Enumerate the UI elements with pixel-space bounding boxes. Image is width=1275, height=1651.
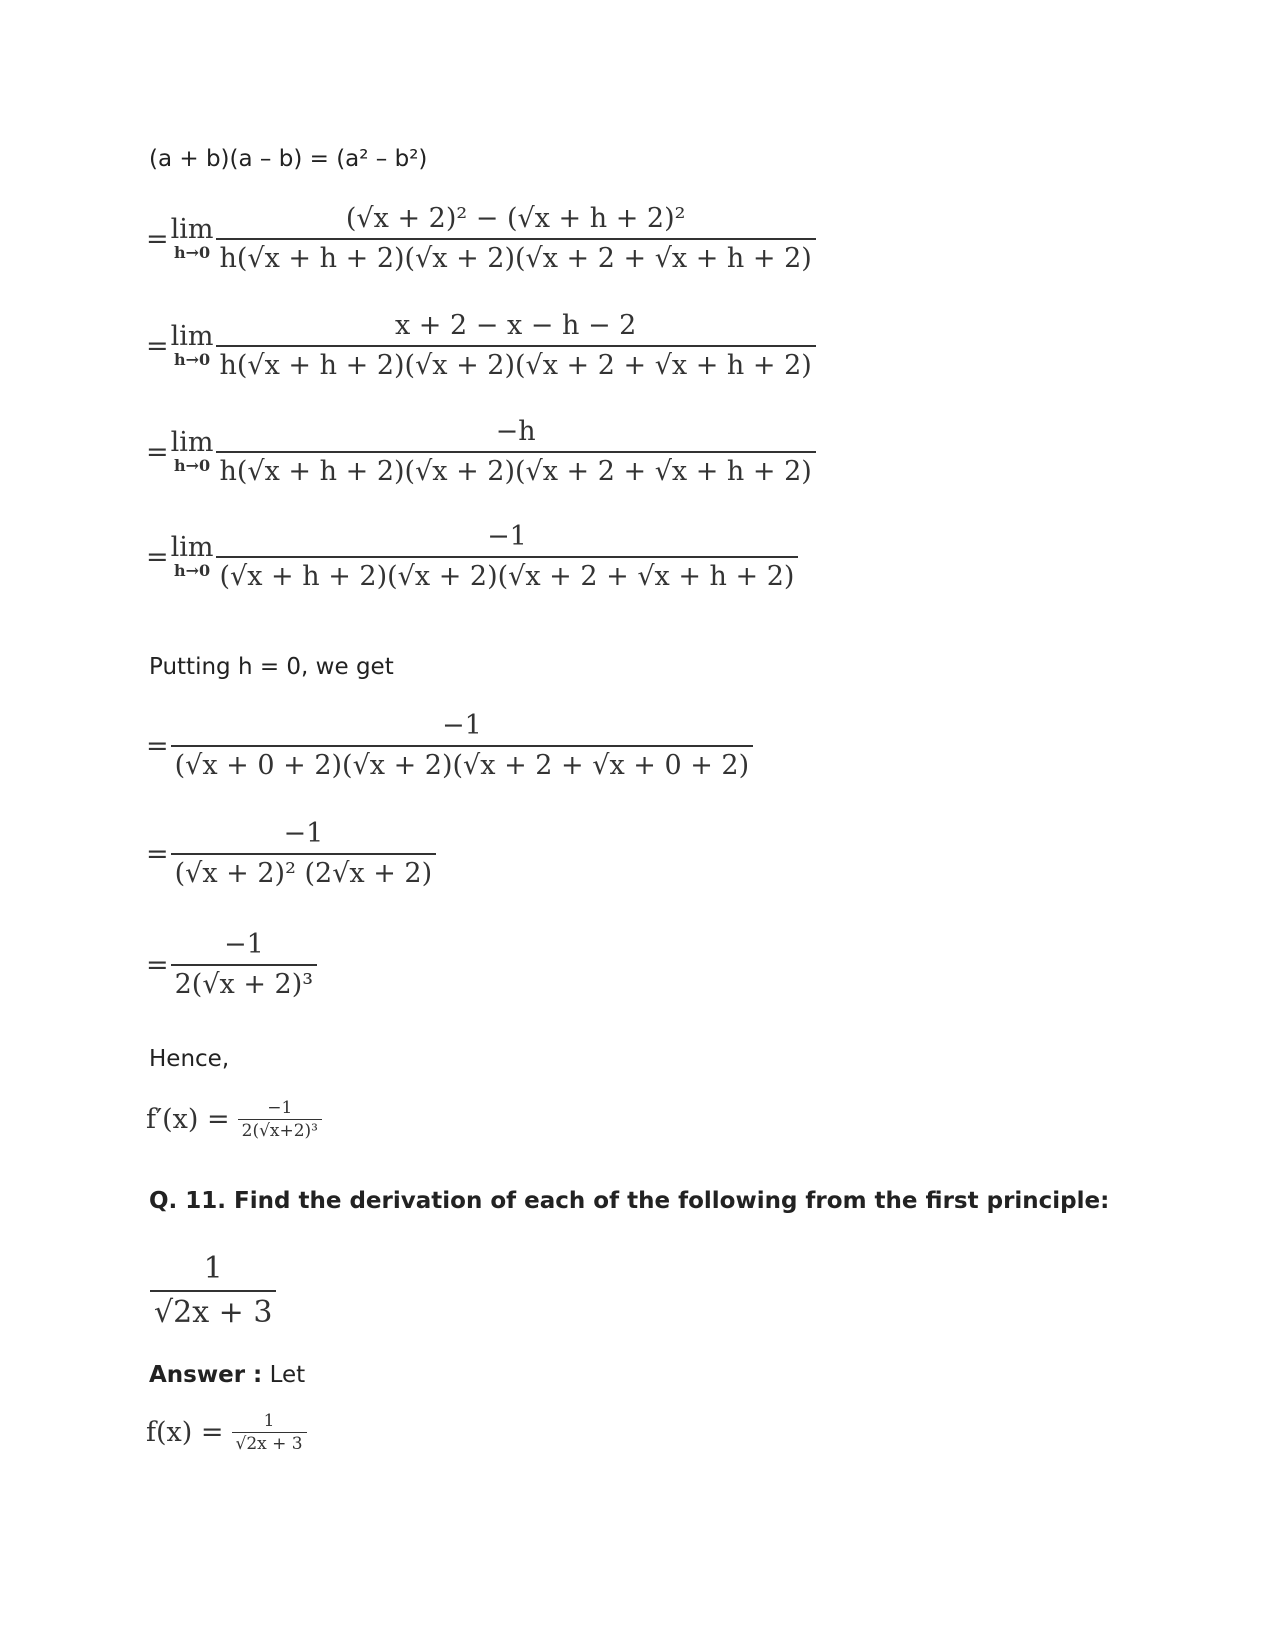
equation-step-4 (146, 518, 798, 596)
equation-step-1 (146, 200, 816, 278)
equals-sign: = (146, 838, 169, 870)
equation-step-2 (146, 307, 816, 385)
let-expression (146, 1410, 307, 1455)
function-lhs: f′(x) = (146, 1104, 230, 1135)
numerator: −h (495, 416, 536, 447)
answer-label: Answer : (149, 1362, 263, 1388)
result-step-1 (146, 707, 753, 785)
limit-operator: lim h→0 (170, 214, 214, 262)
identity-line: (a + b)(a – b) = (a² – b²) (149, 146, 428, 172)
fraction (238, 1097, 322, 1142)
fraction (216, 307, 816, 385)
hence-line: Hence, (149, 1046, 230, 1072)
question-expression (150, 1248, 276, 1334)
numerator: −1 (441, 710, 482, 741)
numerator: x + 2 − x − h − 2 (394, 310, 637, 341)
numerator: −1 (223, 929, 264, 960)
numerator: (√x + 2)² − (√x + h + 2)² (345, 203, 686, 234)
denominator: (√x + 0 + 2)(√x + 2)(√x + 2 + √x + 0 + 2) (171, 745, 754, 785)
denominator: √2x + 3 (232, 1432, 307, 1455)
fraction (232, 1410, 307, 1455)
denominator: h(√x + h + 2)(√x + 2)(√x + 2 + √x + h + 2) (216, 451, 816, 491)
equals-sign: = (146, 330, 169, 362)
final-derivative (146, 1097, 322, 1142)
fraction (216, 200, 816, 278)
denominator: h(√x + h + 2)(√x + 2)(√x + 2 + √x + h + 2) (216, 345, 816, 385)
fraction (171, 815, 437, 893)
denominator: √2x + 3 (150, 1290, 276, 1334)
question-heading: Q. 11. Find the derivation of each of the following from the first principle: (149, 1188, 1110, 1214)
numerator: 1 (203, 1251, 223, 1286)
denominator: h(√x + h + 2)(√x + 2)(√x + 2 + √x + h + 2) (216, 238, 816, 278)
function-lhs: f(x) = (146, 1417, 224, 1448)
fraction (171, 707, 754, 785)
numerator: −1 (283, 818, 324, 849)
limit-operator: lim h→0 (170, 321, 214, 369)
limit-operator: lim h→0 (170, 427, 214, 475)
fraction (216, 518, 799, 596)
fraction (216, 413, 816, 491)
denominator: (√x + 2)² (2√x + 2) (171, 853, 437, 893)
equals-sign: = (146, 730, 169, 762)
equals-sign: = (146, 223, 169, 255)
denominator: 2(√x + 2)³ (171, 964, 317, 1004)
equals-sign: = (146, 436, 169, 468)
fraction (150, 1248, 276, 1334)
fraction (171, 926, 317, 1004)
answer-line (149, 1362, 305, 1388)
numerator: −1 (267, 1098, 293, 1118)
equation-step-3 (146, 413, 816, 491)
result-step-3 (146, 926, 317, 1004)
equals-sign: = (146, 949, 169, 981)
denominator: (√x + h + 2)(√x + 2)(√x + 2 + √x + h + 2) (216, 556, 799, 596)
numerator: 1 (263, 1411, 275, 1431)
denominator: 2(√x+2)³ (238, 1119, 322, 1142)
answer-text: Let (269, 1362, 306, 1388)
result-step-2 (146, 815, 436, 893)
limit-operator: lim h→0 (170, 532, 214, 580)
numerator: −1 (487, 521, 527, 552)
putting-line: Putting h = 0, we get (149, 654, 394, 680)
equals-sign: = (146, 541, 169, 573)
